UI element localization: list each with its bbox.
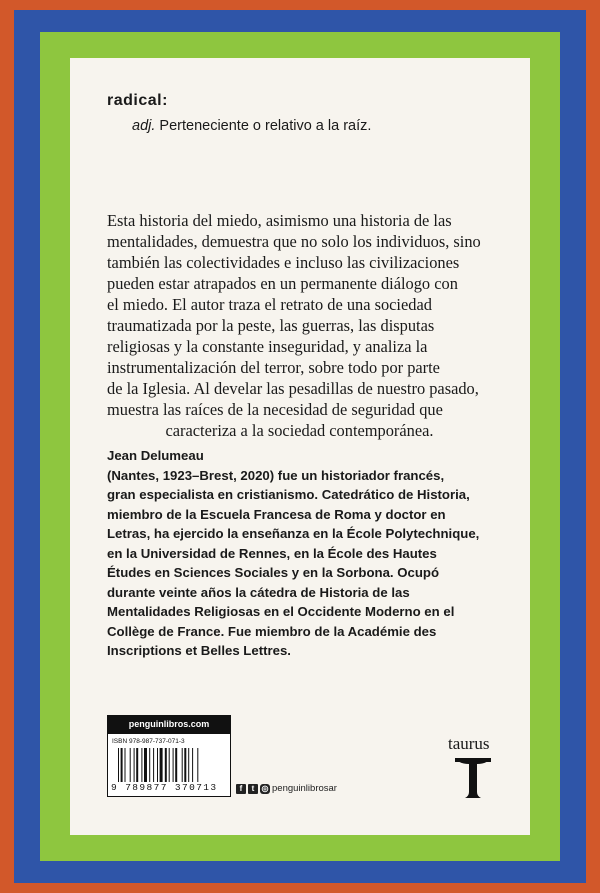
definition-word: radical: [107,92,168,109]
bio-line: miembro de la Escuela Francesa de Roma y doctor en [107,506,446,522]
bio-line: Mentalidades Religiosas en el Occidente Moderno en el [107,604,455,619]
definition-meaning: Perteneciente o relativo a la raíz. [159,118,372,134]
author-bio [107,446,479,661]
bio-line: durante veinte años la cátedra de Historia de las [107,584,410,600]
definition-text [132,118,371,134]
blurb-line: traumatizada por la peste, las guerras, las disputas [107,316,435,335]
blurb-line: también las colectividades e incluso las civilizaciones [107,253,460,272]
barcode-number: 9 789877 370713 [111,782,218,793]
bio-line: Collège de France. Fue miembro de la Académie des [107,623,437,639]
twitter-icon: t [248,784,258,794]
bio-line: Inscriptions et Belles Lettres. [107,643,291,658]
blurb-line: caracteriza a la sociedad contemporánea. [165,421,434,440]
imprint-name: taurus [448,734,490,753]
facebook-icon: f [236,784,246,794]
author-name: Jean Delumeau [107,448,204,463]
blurb-line: instrumentalización del terror, sobre todo por parte [107,358,440,377]
blurb-line: religiosas y la constante inseguridad, y analiza la [107,337,428,356]
publisher-url: penguinlibros.com [107,715,231,733]
bio-line: gran especialista en cristianismo. Catedrático de Historia, [107,487,470,502]
part-of-speech: adj. [132,118,156,134]
isbn-text: ISBN 978-987-737-071-3 [112,738,185,745]
barcode [118,748,224,782]
taurus-logo-icon [455,758,491,798]
blurb-line: el miedo. El autor traza el retrato de una sociedad [107,295,432,314]
bio-line: en la Universidad de Rennes, en la École des Hautes [107,545,437,561]
blurb-line: Esta historia del miedo, asimismo una historia de las [107,211,452,230]
social-handle: penguinlibrosar [272,783,337,794]
blurb-line: pueden estar atrapados en un permanente diálogo con [107,274,458,293]
book-blurb [107,210,492,441]
bio-line: Letras, ha ejercido la enseñanza en la École Polytechnique, [107,526,480,541]
social-icons [236,783,270,795]
blurb-line: de la Iglesia. Al develar las pesadillas de nuestro pasado, [107,379,479,398]
barcode-box [107,733,231,797]
bio-line: Études en Sciences Sociales y en la Sorbona. Ocupó [107,565,439,580]
blurb-line: mentalidades, demuestra que no solo los individuos, sino [107,232,481,251]
blurb-line: muestra las raíces de la necesidad de seguridad que [107,400,443,419]
bio-line: (Nantes, 1923–Brest, 2020) fue un historiador francés, [107,467,445,483]
instagram-icon: ◎ [261,784,269,793]
